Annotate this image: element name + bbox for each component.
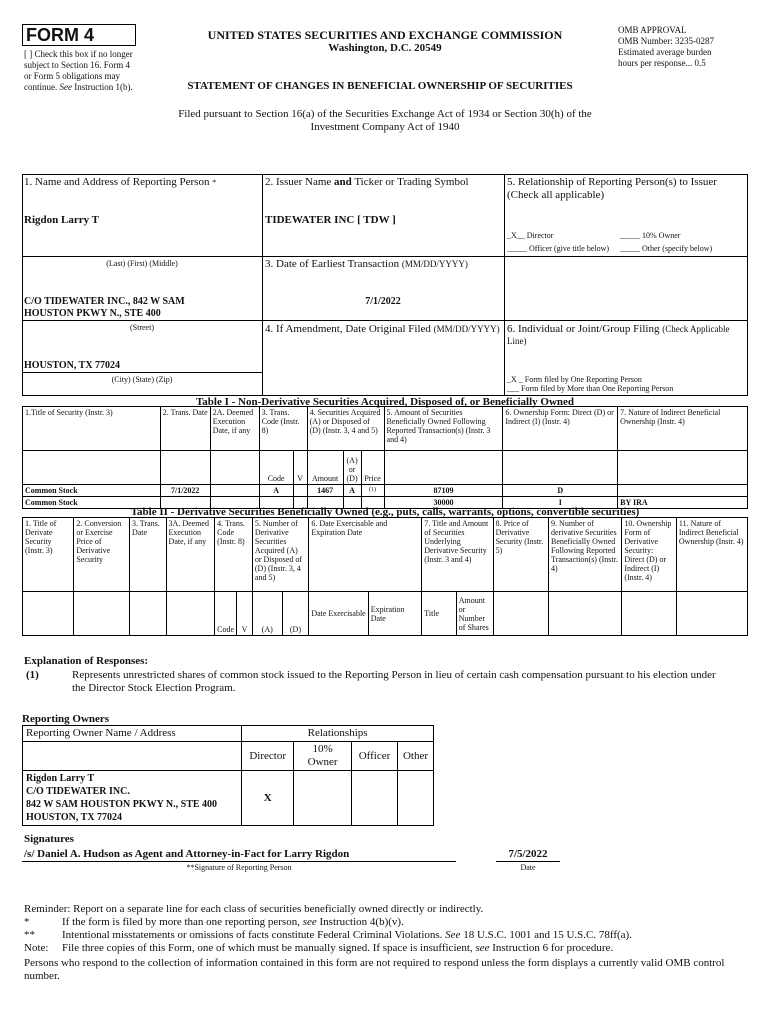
t1-h6: 6. Ownership Form: Direct (D) or Indirect (I) (Instr. 4) xyxy=(503,407,618,451)
t2-sub-amount: Amount or Number of Shares xyxy=(456,592,493,636)
t2-h5: 5. Number of Derivative Securities Acquired (A) or Disposed of (D) (Instr. 3, 4 and 5) xyxy=(252,518,308,592)
street-line: HOUSTON PKWY N., STE 400 xyxy=(24,308,161,319)
form-title: FORM 4 xyxy=(26,25,95,45)
t1-sub-price: Price xyxy=(361,451,384,485)
filed-line: Investment Company Act of 1940 xyxy=(310,121,460,133)
t2-sub-v: V xyxy=(237,592,253,636)
t2-h1: 1. Title of Derivate Security (Instr. 3) xyxy=(23,518,74,592)
footnote-star-mark: * xyxy=(24,916,30,928)
t2-sub-code: Code xyxy=(215,592,237,636)
owner-address: Rigdon Larry T C/O TIDEWATER INC. 842 W SAM HOUSTON PKWY N., STE 400 HOUSTON, TX 77024 xyxy=(23,771,242,826)
checkbox-note-line: or Form 5 obligations may xyxy=(24,71,120,81)
t2-sub-expiration: Expiration Date xyxy=(368,592,422,636)
owners-col-name: Reporting Owner Name / Address xyxy=(23,726,242,742)
ten-percent-owner-checkbox[interactable]: _____ 10% Owner xyxy=(620,231,681,240)
signer: /s/ Daniel A. Hudson as Agent and Attorney-in-Fact for Larry Rigdon xyxy=(24,848,350,860)
director-checkbox[interactable]: _X__ Director xyxy=(507,231,554,240)
reporting-person-name: Rigdon Larry T xyxy=(24,214,99,226)
t1-cell xyxy=(618,485,748,497)
t1-cell xyxy=(293,485,307,497)
owner-director-mark: X xyxy=(242,771,294,826)
t1-cell: Common Stock xyxy=(23,497,161,509)
t2-h4: 4. Trans. Code (Instr. 8) xyxy=(215,518,253,592)
signature-caption: **Signature of Reporting Person xyxy=(186,863,292,872)
signature-date: 7/5/2022 xyxy=(508,848,548,860)
t2-h6: 6. Date Exercisable and Expiration Date xyxy=(309,518,422,592)
checkbox-note-line: subject to Section 16. Form 4 xyxy=(24,60,130,70)
box6-label: 6. Individual or Joint/Group Filing (Check Applicable Line) xyxy=(507,323,730,346)
t2-sub-title: Title xyxy=(422,592,457,636)
box1-label: 1. Name and Address of Reporting Person * xyxy=(24,176,217,188)
table1-title: Table I - Non-Derivative Securities Acquired, Disposed of, or Beneficially Owned xyxy=(195,396,575,408)
t2-h3: 3. Trans. Date xyxy=(129,518,166,592)
t1-cell: BY IRA xyxy=(618,497,748,509)
t1-cell: A xyxy=(343,485,361,497)
filing-option-one[interactable]: _X _ Form filed by One Reporting Person xyxy=(507,375,642,384)
t1-h2: 2. Trans. Date xyxy=(160,407,210,451)
filing-option-more[interactable]: ___ Form filed by More than One Reporting Person xyxy=(507,384,674,393)
city-line: HOUSTON, TX 77024 xyxy=(24,360,121,371)
t1-h7: 7. Nature of Indirect Beneficial Ownership (Instr. 4) xyxy=(618,407,748,451)
t1-h2a: 2A. Deemed Execution Date, if any xyxy=(210,407,259,451)
t1-sub-v: V xyxy=(293,451,307,485)
explanation-heading: Explanation of Responses: xyxy=(24,655,149,667)
t1-sub-amount: Amount xyxy=(307,451,343,485)
other-checkbox[interactable]: _____ Other (specify below) xyxy=(620,244,713,253)
owners-table xyxy=(22,725,434,826)
owners-col-officer: Officer xyxy=(352,742,398,771)
t1-h3: 3. Trans. Code (Instr. 8) xyxy=(259,407,307,451)
date-caption: Date xyxy=(520,863,536,872)
t2-sub-a: (A) xyxy=(252,592,282,636)
t1-cell: D xyxy=(503,485,618,497)
checkbox-note-line: continue. See Instruction 1(b). xyxy=(24,82,133,92)
owners-heading: Reporting Owners xyxy=(22,713,110,725)
table2 xyxy=(22,517,748,636)
t2-h7: 7. Title and Amount of Securities Underlying Derivative Security (Instr. 3 and 4) xyxy=(422,518,493,592)
t2-h9: 9. Number of derivative Securities Beneficially Owned Following Reported Transaction(s) (Instr. 4) xyxy=(549,518,622,592)
t1-cell: Common Stock xyxy=(23,485,161,497)
note-mark: Note: xyxy=(24,942,49,954)
explanation-text: Represents unrestricted shares of common stock issued to the Reporting Person in lieu of certain cash compensation pursuant to his election under the Director Stock Election Program. xyxy=(72,669,716,694)
t1-cell: 87109 xyxy=(384,485,503,497)
omb-line: hours per response... 0.5 xyxy=(618,58,706,68)
owners-col-other: Other xyxy=(398,742,434,771)
checkbox-note-line[interactable]: [ ] Check this box if no longer xyxy=(24,49,133,59)
checkbox-note xyxy=(24,49,164,93)
issuer-name: TIDEWATER INC [ TDW ] xyxy=(265,214,396,226)
signatures-heading: Signatures xyxy=(24,833,74,845)
table1 xyxy=(22,406,748,509)
table2-title: Table II - Derivative Securities Beneficially Owned (e.g., puts, calls, warrants, options, convertible securities) xyxy=(130,506,640,518)
reminder: Reminder: Report on a separate line for each class of securities beneficially owned directly or indirectly. xyxy=(24,903,484,915)
t1-cell: I xyxy=(503,497,618,509)
omb-line: Estimated average burden xyxy=(618,47,712,57)
t1-cell: 7/1/2022 xyxy=(160,485,210,497)
box2-label: 2. Issuer Name and Ticker or Trading Symbol xyxy=(265,176,469,188)
box4-label: 4. If Amendment, Date Original Filed (MM/DD/YYYY) xyxy=(265,323,500,335)
t1-sub-ad: (A) or (D) xyxy=(343,451,361,485)
t1-h4: 4. Securities Acquired (A) or Disposed of (D) (Instr. 3, 4 and 5) xyxy=(307,407,384,451)
owners-col-director: Director xyxy=(242,742,294,771)
t1-cell xyxy=(210,485,259,497)
form-title-box xyxy=(22,24,136,46)
footnote-dstar-mark: ** xyxy=(24,929,35,941)
owners-col-owner10: 10% Owner xyxy=(294,742,352,771)
agency-city: Washington, D.C. 20549 xyxy=(328,42,442,54)
t1-h5: 5. Amount of Securities Beneficially Owned Following Reported Transaction(s) (Instr. 3 and 4) xyxy=(384,407,503,451)
note: File three copies of this Form, one of which must be manually signed. If space is insufficient, see Instruction 6 for procedure. xyxy=(62,942,614,954)
top-section xyxy=(22,174,748,396)
t1-cell-footnote: (1) xyxy=(361,485,384,497)
t1-sub-code: Code xyxy=(259,451,293,485)
t1-h1: 1.Title of Security (Instr. 3) xyxy=(23,407,161,451)
street-caption: (Street) xyxy=(130,323,154,332)
earliest-transaction-date: 7/1/2022 xyxy=(365,296,401,307)
owners-col-rel: Relationships xyxy=(242,726,434,742)
table-row xyxy=(23,485,748,497)
table-row xyxy=(23,771,434,826)
t2-h8: 8. Price of Derivative Security (Instr. 5) xyxy=(493,518,548,592)
officer-checkbox[interactable]: _____ Officer (give title below) xyxy=(507,244,610,253)
omb-line: OMB APPROVAL xyxy=(618,25,687,35)
omb-approval xyxy=(618,25,758,69)
t2-h10: 10. Ownership Form of Derivative Security: Direct (D) or Indirect (I) (Instr. 4) xyxy=(622,518,677,592)
statement-title: STATEMENT OF CHANGES IN BENEFICIAL OWNERSHIP OF SECURITIES xyxy=(187,80,573,92)
t2-h3a: 3A. Deemed Execution Date, if any xyxy=(166,518,215,592)
t2-sub-exercisable: Date Exercisable xyxy=(309,592,368,636)
footnote-dstar: Intentional misstatements or omissions of facts constitute Federal Criminal Violations. See 18 U.S.C. 1001 and 15 U.S.C. 78ff(a). xyxy=(62,929,632,941)
explanation-num: (1) xyxy=(26,669,39,681)
omb-line: OMB Number: 3235-0287 xyxy=(618,36,714,46)
filed-pursuant xyxy=(60,108,710,134)
t2-sub-d: (D) xyxy=(282,592,309,636)
t2-h11: 11. Nature of Indirect Beneficial Ownership (Instr. 4) xyxy=(676,518,747,592)
t1-cell: A xyxy=(259,485,293,497)
box3-label: 3. Date of Earliest Transaction (MM/DD/YYYY) xyxy=(265,258,468,270)
street-line: C/O TIDEWATER INC., 842 W SAM xyxy=(24,296,185,307)
t1-cell: 30000 xyxy=(384,497,503,509)
footnote-star: If the form is filed by more than one reporting person, see Instruction 4(b)(v). xyxy=(62,916,404,928)
name-caption: (Last) (First) (Middle) xyxy=(106,259,178,268)
filed-line: Filed pursuant to Section 16(a) of the Securities Exchange Act of 1934 or Section 30(h) of the xyxy=(178,108,592,120)
t1-cell: 1467 xyxy=(307,485,343,497)
box5-label: 5. Relationship of Reporting Person(s) to Issuer (Check all applicable) xyxy=(507,176,717,201)
agency-name: UNITED STATES SECURITIES AND EXCHANGE COMMISSION xyxy=(207,28,563,42)
city-caption: (City) (State) (Zip) xyxy=(111,375,173,384)
t2-h2: 2. Conversion or Exercise Price of Derivative Security xyxy=(74,518,130,592)
persons-notice: Persons who respond to the collection of information contained in this form are not required to respond unless the form displays a currently valid OMB control number. xyxy=(24,957,725,982)
